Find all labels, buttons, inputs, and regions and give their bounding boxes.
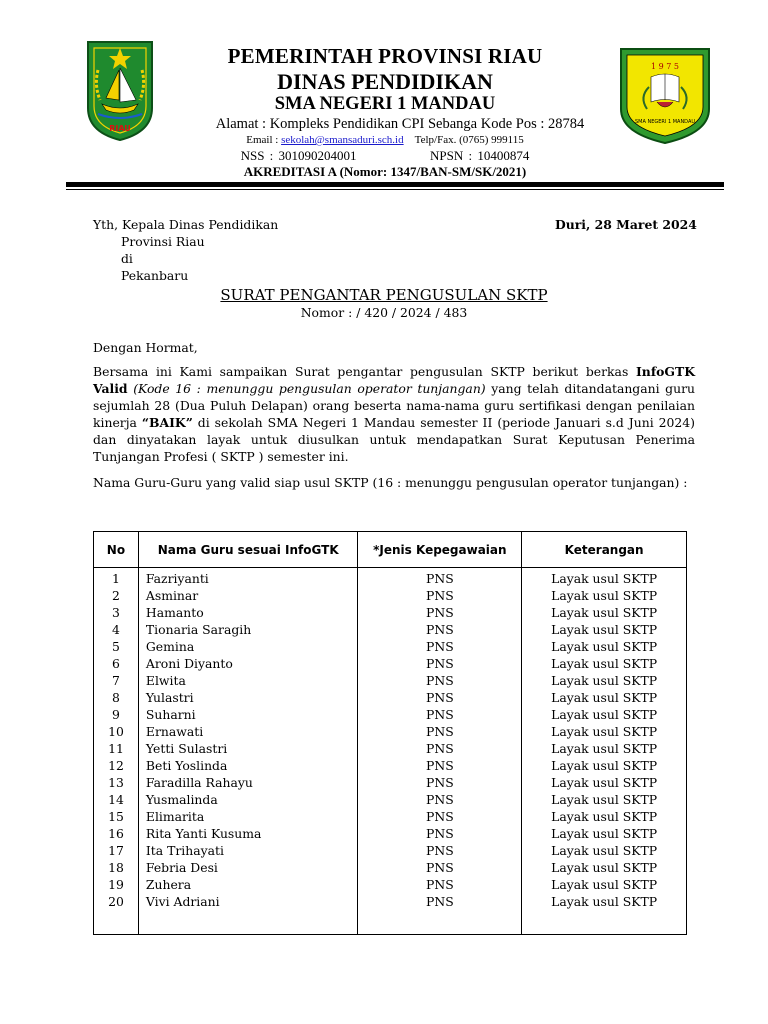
employment-type: PNS <box>358 723 522 740</box>
table-row <box>94 740 687 757</box>
remarks: Layak usul SKTP <box>522 876 687 893</box>
row-number: 19 <box>94 876 139 893</box>
employment-type: PNS <box>358 638 522 655</box>
employment-type: PNS <box>358 568 522 588</box>
letter-date: Duri, 28 Maret 2024 <box>555 217 697 232</box>
employment-type: PNS <box>358 893 522 910</box>
greeting: Dengan Hormat, <box>93 340 198 355</box>
table-header-row <box>94 532 687 568</box>
school-logo-year: 1 9 7 5 <box>651 62 679 71</box>
table-row <box>94 655 687 672</box>
letterhead-ids <box>160 148 610 164</box>
row-number: 11 <box>94 740 139 757</box>
letterhead-divider <box>66 182 724 187</box>
row-number: 20 <box>94 893 139 910</box>
employment-type: PNS <box>358 689 522 706</box>
table-bottom-row <box>94 910 687 935</box>
recipient-line-3: di <box>121 251 133 266</box>
table-row <box>94 842 687 859</box>
npsn-text: NPSN : 10400874 <box>430 148 530 163</box>
table-row <box>94 621 687 638</box>
remarks: Layak usul SKTP <box>522 638 687 655</box>
remarks: Layak usul SKTP <box>522 774 687 791</box>
letterhead-address: Alamat : Kompleks Pendidikan CPI Sebanga Kode Pos : 28784 <box>215 116 585 132</box>
table-row <box>94 672 687 689</box>
row-number: 9 <box>94 706 139 723</box>
row-number: 6 <box>94 655 139 672</box>
table-row <box>94 689 687 706</box>
row-number: 2 <box>94 587 139 604</box>
remarks: Layak usul SKTP <box>522 672 687 689</box>
employment-type: PNS <box>358 706 522 723</box>
remarks: Layak usul SKTP <box>522 757 687 774</box>
teacher-name: Febria Desi <box>138 859 358 876</box>
teacher-name: Ernawati <box>138 723 358 740</box>
table-row <box>94 893 687 910</box>
body-p1-a: Bersama ini Kami sampaikan Surat pengantar pengusulan SKTP berikut berkas <box>93 364 637 379</box>
row-number: 1 <box>94 568 139 588</box>
teacher-name: Aroni Diyanto <box>138 655 358 672</box>
employment-type: PNS <box>358 859 522 876</box>
employment-type: PNS <box>358 621 522 638</box>
letterhead-contact <box>180 134 590 146</box>
table-row <box>94 587 687 604</box>
row-number: 13 <box>94 774 139 791</box>
remarks: Layak usul SKTP <box>522 689 687 706</box>
header-employment-type: *Jenis Kepegawaian <box>358 532 522 568</box>
employment-type: PNS <box>358 876 522 893</box>
table-row <box>94 723 687 740</box>
remarks: Layak usul SKTP <box>522 842 687 859</box>
table-row <box>94 757 687 774</box>
employment-type: PNS <box>358 774 522 791</box>
teacher-name: Beti Yoslinda <box>138 757 358 774</box>
row-number: 17 <box>94 842 139 859</box>
teacher-name: Fazriyanti <box>138 568 358 588</box>
school-logo-text: SMA NEGERI 1 MANDAU <box>634 119 696 125</box>
teacher-name: Rita Yanti Kusuma <box>138 825 358 842</box>
employment-type: PNS <box>358 655 522 672</box>
email-link[interactable]: sekolah@smansaduri.sch.id <box>281 134 404 146</box>
letter-title: SURAT PENGANTAR PENGUSULAN SKTP <box>220 286 548 304</box>
table-row <box>94 859 687 876</box>
table-row <box>94 604 687 621</box>
table-row <box>94 638 687 655</box>
letter-number: Nomor : / 420 / 2024 / 483 <box>300 305 468 320</box>
row-number: 7 <box>94 672 139 689</box>
table-row <box>94 876 687 893</box>
teacher-name: Zuhera <box>138 876 358 893</box>
table-row <box>94 808 687 825</box>
school-emblem <box>619 47 711 145</box>
remarks: Layak usul SKTP <box>522 587 687 604</box>
employment-type: PNS <box>358 604 522 621</box>
body-p1-infogtk: InfoGTK Valid <box>93 364 695 396</box>
riau-province-emblem <box>86 40 154 142</box>
empty-cell <box>358 910 522 935</box>
teacher-name: Elwita <box>138 672 358 689</box>
nss-text: NSS : 301090204001 <box>240 148 357 163</box>
employment-type: PNS <box>358 672 522 689</box>
teacher-name: Tionaria Saragih <box>138 621 358 638</box>
empty-cell <box>138 910 358 935</box>
empty-cell <box>94 910 139 935</box>
riau-logo-text: RIAU <box>109 124 131 133</box>
header-remarks: Keterangan <box>522 532 687 568</box>
remarks: Layak usul SKTP <box>522 723 687 740</box>
table-row <box>94 568 687 588</box>
teacher-name: Yulastri <box>138 689 358 706</box>
teacher-name: Ita Trihayati <box>138 842 358 859</box>
row-number: 5 <box>94 638 139 655</box>
teacher-name: Elimarita <box>138 808 358 825</box>
header-no: No <box>94 532 139 568</box>
teacher-name: Vivi Adriani <box>138 893 358 910</box>
letterhead-government: PEMERINTAH PROVINSI RIAU <box>227 44 543 68</box>
row-number: 12 <box>94 757 139 774</box>
teacher-name: Suharni <box>138 706 358 723</box>
table-row <box>94 774 687 791</box>
empty-cell <box>522 910 687 935</box>
recipient-line-2: Provinsi Riau <box>121 234 205 249</box>
remarks: Layak usul SKTP <box>522 893 687 910</box>
body-p1-baik: “BAIK” <box>141 415 193 430</box>
table-row <box>94 825 687 842</box>
body-p1-c: di sekolah SMA Negeri 1 Mandau semester II (periode Januari s.d Juni 2024) dan dinyatakan layak untuk diusulkan untuk mendapatkan Surat Keputusan Penerima Tunjangan Profesi ( SKTP ) semester ini. <box>93 415 696 464</box>
remarks: Layak usul SKTP <box>522 706 687 723</box>
row-number: 3 <box>94 604 139 621</box>
teacher-name: Yusmalinda <box>138 791 358 808</box>
table-row <box>94 706 687 723</box>
table-row <box>94 791 687 808</box>
row-number: 4 <box>94 621 139 638</box>
employment-type: PNS <box>358 740 522 757</box>
letterhead-divider-thin <box>66 189 724 190</box>
row-number: 18 <box>94 859 139 876</box>
body-p1-b: yang telah ditandatangani guru sejumlah 28 (Dua Puluh Delapan) orang beserta nama-nama guru sertifikasi dengan penilaian kinerja <box>93 381 695 430</box>
employment-type: PNS <box>358 757 522 774</box>
teacher-name: Hamanto <box>138 604 358 621</box>
row-number: 8 <box>94 689 139 706</box>
row-number: 16 <box>94 825 139 842</box>
teacher-table <box>93 531 687 935</box>
remarks: Layak usul SKTP <box>522 740 687 757</box>
teacher-name: Asminar <box>138 587 358 604</box>
row-number: 10 <box>94 723 139 740</box>
email-label: Email : <box>246 134 282 146</box>
remarks: Layak usul SKTP <box>522 621 687 638</box>
row-number: 14 <box>94 791 139 808</box>
body-paragraph-1 <box>93 363 695 465</box>
employment-type: PNS <box>358 808 522 825</box>
employment-type: PNS <box>358 791 522 808</box>
remarks: Layak usul SKTP <box>522 825 687 842</box>
remarks: Layak usul SKTP <box>522 568 687 588</box>
letterhead-school: SMA NEGERI 1 MANDAU <box>274 94 496 114</box>
row-number: 15 <box>94 808 139 825</box>
remarks: Layak usul SKTP <box>522 808 687 825</box>
recipient-line-4: Pekanbaru <box>121 268 189 283</box>
remarks: Layak usul SKTP <box>522 604 687 621</box>
teacher-name: Gemina <box>138 638 358 655</box>
header-name: Nama Guru sesuai InfoGTK <box>138 532 358 568</box>
recipient-line-1: Yth, Kepala Dinas Pendidikan <box>93 217 279 232</box>
letterhead-accreditation: AKREDITASI A (Nomor: 1347/BAN-SM/SK/2021) <box>243 164 527 179</box>
phone-text: Telp/Fax. (0765) 999115 <box>414 134 524 146</box>
teacher-name: Faradilla Rahayu <box>138 774 358 791</box>
body-paragraph-2: Nama Guru-Guru yang valid siap usul SKTP (16 : menunggu pengusulan operator tunjangan) : <box>93 475 688 490</box>
remarks: Layak usul SKTP <box>522 791 687 808</box>
remarks: Layak usul SKTP <box>522 655 687 672</box>
teacher-name: Yetti Sulastri <box>138 740 358 757</box>
employment-type: PNS <box>358 842 522 859</box>
letterhead-agency: DINAS PENDIDIKAN <box>277 69 493 94</box>
body-p1-code: (Kode 16 : menunggu pengusulan operator tunjangan) <box>127 381 486 396</box>
remarks: Layak usul SKTP <box>522 859 687 876</box>
employment-type: PNS <box>358 587 522 604</box>
employment-type: PNS <box>358 825 522 842</box>
